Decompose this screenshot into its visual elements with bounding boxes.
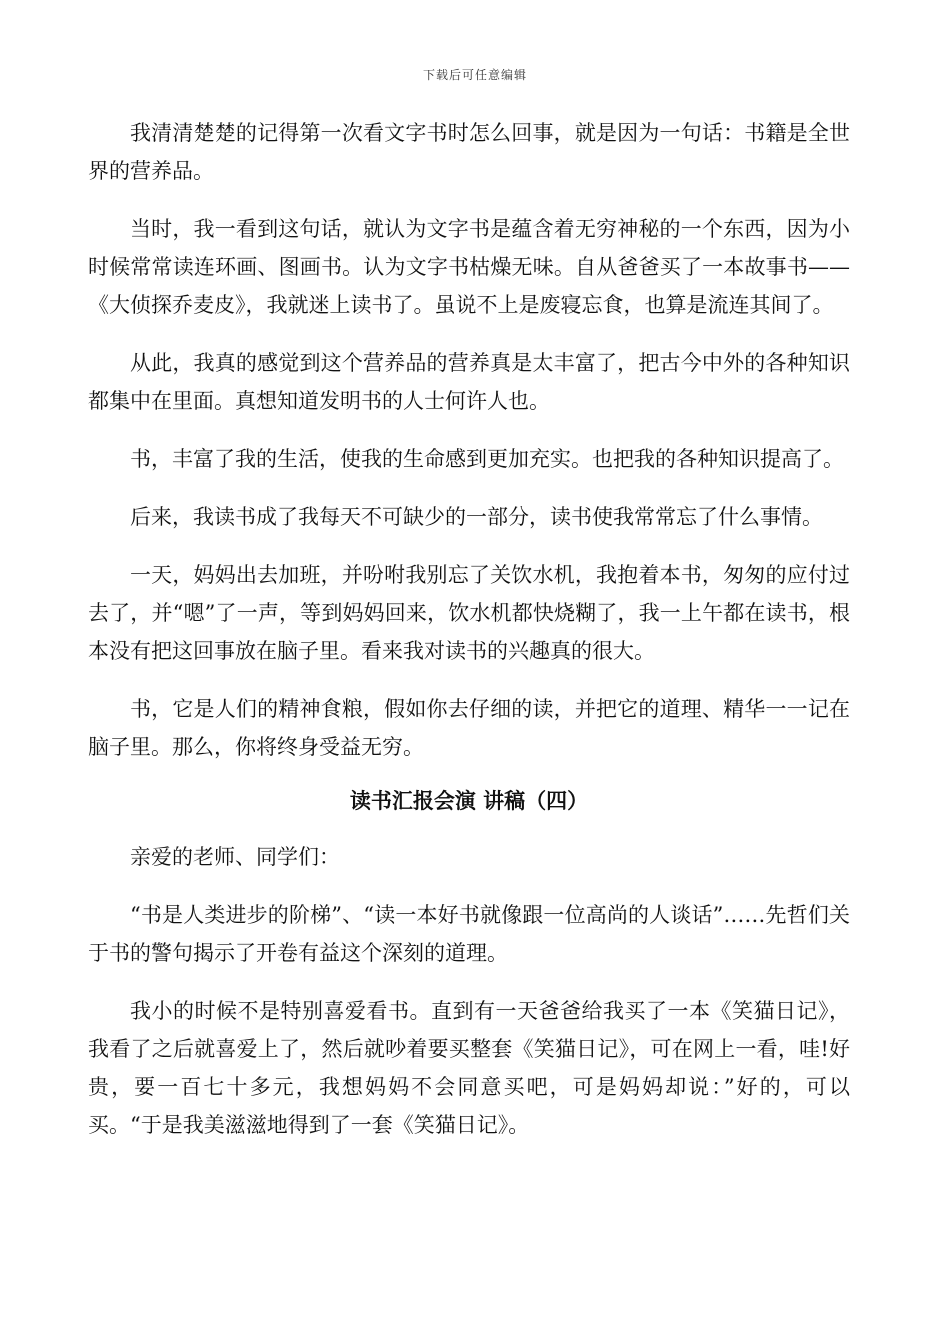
document-body: [88, 114, 850, 1164]
paragraph: 书，丰富了我的生活，使我的生命感到更加充实。也把我的各种知识提高了。: [130, 447, 844, 471]
paragraph: 我小的时候不是特别喜爱看书。直到有一天爸爸给我买了一本《笑猫日记》，我看了之后就喜爱上了，然后就吵着要买整套《笑猫日记》，可在网上一看，哇!好贵，要一百七十多元，我想妈妈不会同意买吧，可是妈妈却说：”好的，可以买。“于是我美滋滋地得到了一套《笑猫日记》。: [88, 999, 850, 1137]
section-title: 读书汇报会演 讲稿（四）: [349, 789, 589, 813]
paragraph: “书是人类进步的阶梯”、“读一本好书就像跟一位高尚的人谈话”……先哲们关于书的警句揭示了开卷有益这个深刻的道理。: [88, 903, 850, 965]
paragraph: 书，它是人们的精神食粮，假如你去仔细的读，并把它的道理、精华一一记在脑子里。那么，你将终身受益无穷。: [88, 697, 850, 759]
paragraph: 一天，妈妈出去加班，并吩咐我别忘了关饮水机，我抱着本书，匆匆的应付过去了，并“嗯”了一声，等到妈妈回来，饮水机都快烧糊了，我一上午都在读书，根本没有把这回事放在脑子里。看来我对读书的兴趣真的很大。: [88, 563, 850, 663]
paragraph: 从此，我真的感觉到这个营养品的营养真是太丰富了，把古今中外的各种知识都集中在里面。真想知道发明书的人士何许人也。: [88, 351, 850, 413]
paragraph: 后来，我读书成了我每天不可缺少的一部分，读书使我常常忘了什么事情。: [130, 505, 823, 529]
paragraph: 当时，我一看到这句话，就认为文字书是蕴含着无穷神秘的一个东西，因为小时候常常读连环画、图画书。认为文字书枯燥无味。自从爸爸买了一本故事书——《大侦探乔麦皮》，我就迷上读书了。虽说不上是废寝忘食，也算是流连其间了。: [88, 217, 850, 317]
paragraph: 我清清楚楚的记得第一次看文字书时怎么回事，就是因为一句话：书籍是全世界的营养品。: [88, 121, 850, 183]
header-note: 下载后可任意编辑: [422, 68, 527, 82]
salutation: 亲爱的老师、同学们：: [130, 845, 340, 869]
